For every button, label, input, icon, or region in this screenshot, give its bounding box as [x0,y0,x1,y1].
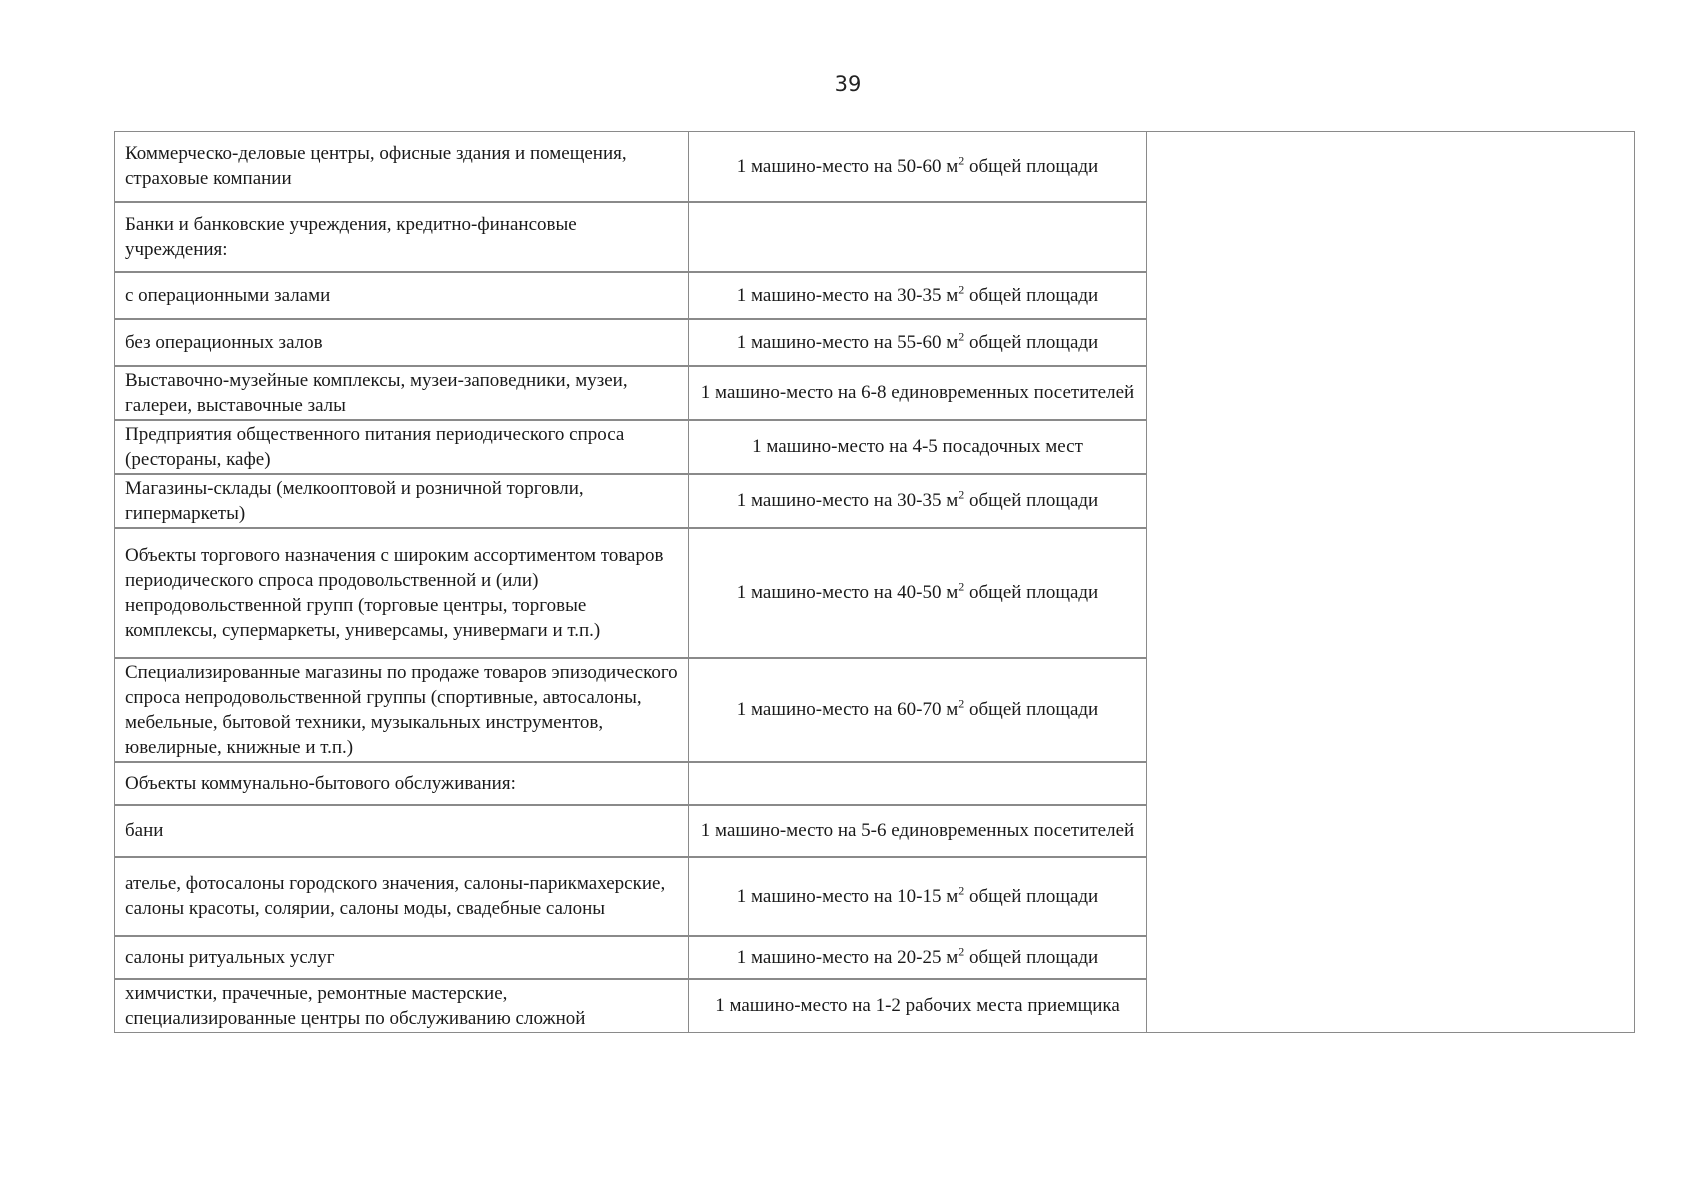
norm-superscript: 2 [958,487,965,502]
parking-norm-cell [689,936,1147,979]
norm-text: 1 машино-место на 60-70 м [736,699,959,720]
object-type-cell: Специализированные магазины по продаже товаров эпизодического спроса непродовольственной группы (спортивные, автосалоны, мебельные, бытовой техники, музыкальных инструментов, ювелирные, книжные и т.п.) [115,658,689,762]
norm-superscript: 2 [958,579,965,594]
object-type-cell: Объекты коммунально-бытового обслуживания: [115,762,689,805]
norm-superscript: 2 [958,153,965,168]
norm-superscript: 2 [958,696,965,711]
norm-text-suffix: общей площади [964,699,1099,720]
norm-text: 1 машино-место на 30-35 м [736,284,959,306]
norm-text-suffix: общей площади [964,155,1099,177]
parking-norm-cell [689,805,1147,857]
norm-superscript: 2 [958,282,965,297]
page-number: 39 [834,72,862,96]
norm-text: 1 машино-место на 20-25 м [736,946,959,968]
parking-norm-cell [689,658,1147,762]
object-type-cell: с операционными залами [115,272,689,319]
table-body [115,132,1635,1033]
parking-norm-cell [689,202,1147,272]
table-row [115,132,1635,202]
object-type-cell: Коммерческо-деловые центры, офисные здания и помещения, страховые компании [115,132,689,202]
norm-superscript: 2 [958,944,965,959]
object-type-cell: бани [115,805,689,857]
parking-norm-cell [689,857,1147,936]
object-type-cell: ателье, фотосалоны городского значения, салоны-парикмахерские, салоны красоты, солярии, салоны моды, свадебные салоны [115,857,689,936]
object-type-cell: Объекты торгового назначения с широким ассортиментом товаров периодического спроса продовольственной и (или) непродовольственной групп (торговые центры, торговые комплексы, супермаркеты, универсамы, универмаги и т.п.) [115,528,689,658]
object-type-cell: Выставочно-музейные комплексы, музеи-заповедники, музеи, галереи, выставочные залы [115,366,689,420]
object-type-cell: химчистки, прачечные, ремонтные мастерские, специализированные центры по обслуживанию сложной [115,979,689,1033]
norm-text: 1 машино-место на 6-8 единовременных посетителей [700,382,1135,403]
norm-text: 1 машино-место на 55-60 м [736,331,959,353]
norm-text: 1 машино-место на 4-5 посадочных мест [752,436,1083,457]
norm-superscript: 2 [958,883,965,898]
norm-text-suffix: общей площади [964,490,1099,511]
norm-text: 1 машино-место на 40-50 м [736,582,959,603]
object-type-cell: Предприятия общественного питания периодического спроса (рестораны, кафе) [115,420,689,474]
object-type-cell: салоны ритуальных услуг [115,936,689,979]
norm-superscript: 2 [958,329,965,344]
norm-text-suffix: общей площади [964,284,1099,306]
norm-text-suffix: общей площади [964,582,1099,603]
norm-text-suffix: общей площади [964,885,1099,907]
norm-text: 1 машино-место на 50-60 м [736,155,959,177]
parking-norm-cell [689,528,1147,658]
object-type-cell: Магазины-склады (мелкооптовой и розничной торговли, гипермаркеты) [115,474,689,528]
parking-norm-cell [689,132,1147,202]
norm-text: 1 машино-место на 1-2 рабочих места приемщика [715,995,1120,1016]
object-type-cell: Банки и банковские учреждения, кредитно-финансовые учреждения: [115,202,689,272]
parking-norms-table [114,131,1635,1033]
parking-norm-cell [689,319,1147,366]
norm-text-suffix: общей площади [964,946,1099,968]
norm-text-suffix: общей площади [964,331,1099,353]
norm-text: 1 машино-место на 5-6 единовременных посетителей [700,820,1135,841]
parking-norm-cell [689,272,1147,319]
parking-norm-cell [689,762,1147,805]
empty-notes-cell [1147,132,1635,1033]
norm-text: 1 машино-место на 10-15 м [736,885,959,907]
parking-norm-cell [689,420,1147,474]
parking-norm-cell [689,474,1147,528]
parking-norm-cell [689,366,1147,420]
parking-norm-cell [689,979,1147,1033]
norm-text: 1 машино-место на 30-35 м [736,490,959,511]
object-type-cell: без операционных залов [115,319,689,366]
